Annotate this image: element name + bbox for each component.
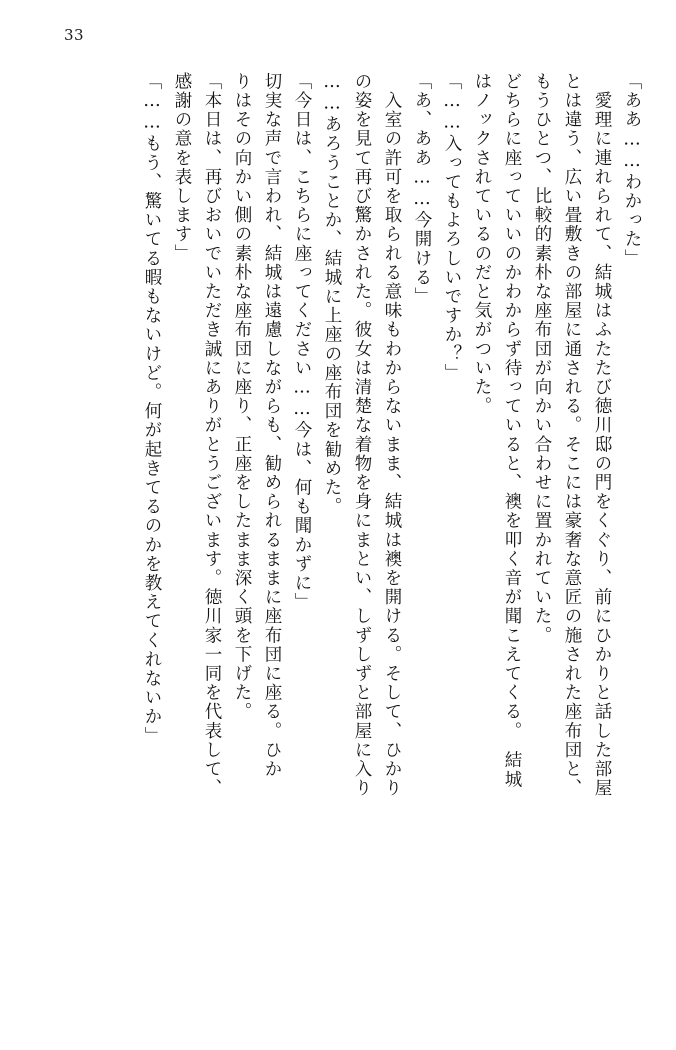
text-line: もうひとつ、比較的素朴な座布団が向かい合わせに置かれていた。 — [532, 72, 552, 645]
text-line: 「ああ……わかった」 — [622, 72, 642, 268]
vertical-text-body — [36, 72, 640, 1002]
text-line: 「あ、ああ……今開ける」 — [412, 72, 432, 307]
page-number: 33 — [64, 26, 85, 44]
text-line: 「……もう、驚いてる暇もないけど。何が起きてるのかを教えてくれないか」 — [142, 72, 162, 746]
text-line: の姿を見て再び驚かされた。彼女は清楚な着物を身にまとい、しずしずと部屋に入り — [352, 72, 372, 798]
text-line: 「本日は、再びおいでいただき誠にありがとうございます。徳川家一同を代表して、 — [202, 72, 222, 798]
text-line: 入室の許可を取られる意味もわからないまま、結城は襖を開ける。そして、ひかり — [382, 72, 402, 798]
text-line: ……あろうことか、結城に上座の座布団を勧めた。 — [322, 72, 342, 517]
text-line: 「今日は、こちらに座ってください……今は、何も聞かずに」 — [292, 72, 312, 612]
text-line: 「……入ってもよろしいですか？」 — [442, 72, 462, 383]
text-line: 感謝の意を表します」 — [172, 72, 192, 263]
text-line: 愛理に連れられて、結城はふたたび徳川邸の門をくぐり、前にひかりと話した部屋 — [592, 72, 612, 798]
text-line: はノックされているのだと気がついた。 — [472, 72, 492, 416]
text-line: とは違う、広い畳敷きの部屋に通される。そこには豪奢な意匠の施された座布団と、 — [562, 72, 582, 798]
text-line: 切実な声で言われ、結城は遠慮しながらも、勧められるままに座布団に座る。ひか — [262, 72, 282, 779]
text-line: りはその向かい側の素朴な座布団に座り、正座をしたまま深く頭を下げた。 — [232, 72, 252, 722]
text-line: どちらに座っていいのかわからず待っていると、襖を叩く音が聞こえてくる。 結城 — [502, 72, 522, 790]
